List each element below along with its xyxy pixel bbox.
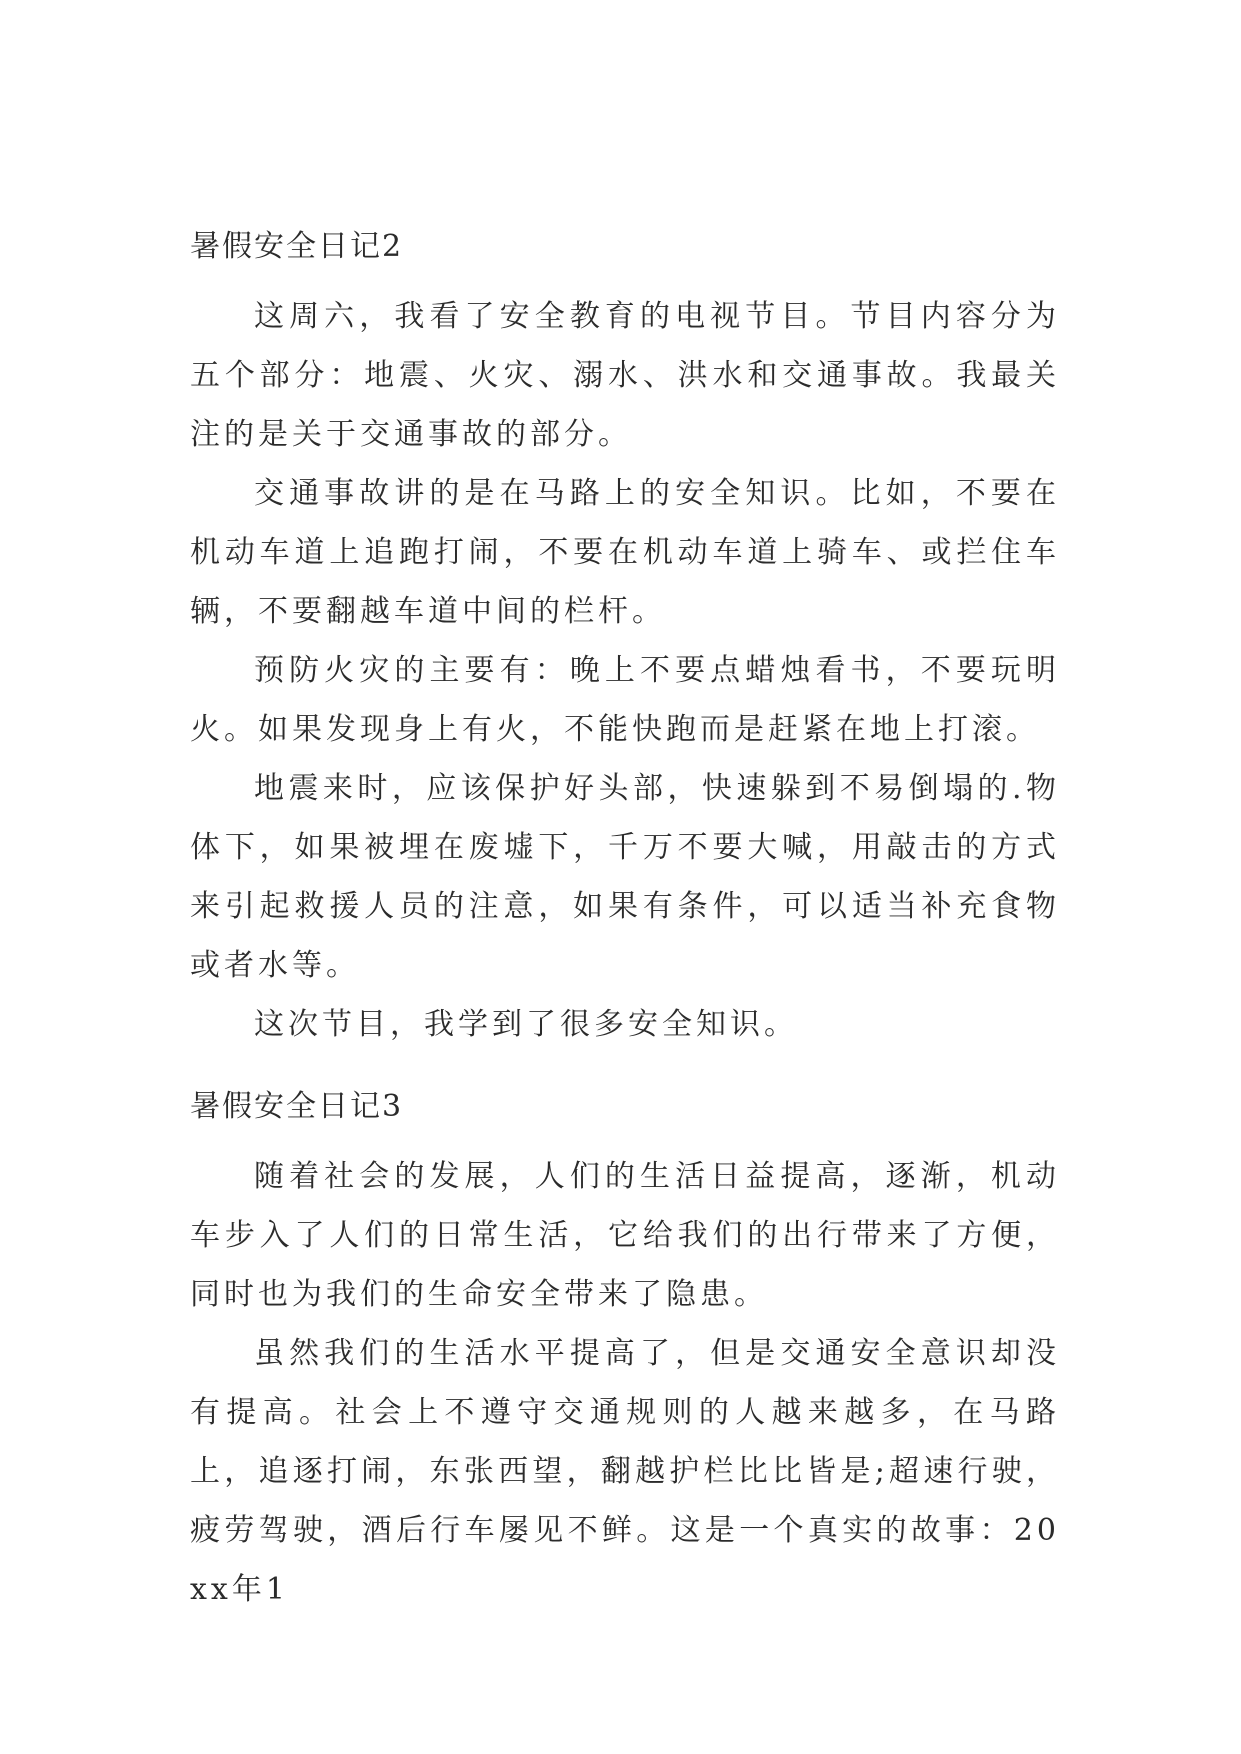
section-title: 暑假安全日记2 xyxy=(190,229,404,264)
diary-section-3 xyxy=(190,1085,1060,1619)
paragraph: 这周六，我看了安全教育的电视节目。节目内容分为五个部分：地震、火灾、溺水、洪水和交通事故。我最关注的是关于交通事故的部分。 xyxy=(190,299,1060,452)
section-body xyxy=(190,287,1060,1054)
diary-section-2 xyxy=(190,225,1060,1054)
section-body xyxy=(190,1147,1060,1619)
paragraph: 交通事故讲的是在马路上的安全知识。比如，不要在机动车道上追跑打闹，不要在机动车道上骑车、或拦住车辆，不要翻越车道中间的栏杆。 xyxy=(190,476,1060,629)
paragraph: 随着社会的发展，人们的生活日益提高，逐渐，机动车步入了人们的日常生活，它给我们的出行带来了方便，同时也为我们的生命安全带来了隐患。 xyxy=(190,1159,1060,1312)
paragraph: 虽然我们的生活水平提高了，但是交通安全意识却没有提高。社会上不遵守交通规则的人越来越多，在马路上，追逐打闹，东张西望，翻越护栏比比皆是;超速行驶，疲劳驾驶，酒后行车屡见不鲜。这是一个真实的故事：20xx年1 xyxy=(190,1336,1060,1607)
paragraph: 这次节目，我学到了很多安全知识。 xyxy=(254,1007,798,1042)
paragraph: 地震来时，应该保护好头部，快速躲到不易倒塌的.物体下，如果被埋在废墟下，千万不要大喊，用敲击的方式来引起救援人员的注意，如果有条件，可以适当补充食物或者水等。 xyxy=(190,771,1060,983)
paragraph: 预防火灾的主要有：晚上不要点蜡烛看书，不要玩明火。如果发现身上有火，不能快跑而是赶紧在地上打滚。 xyxy=(190,653,1060,747)
section-title: 暑假安全日记3 xyxy=(190,1089,404,1124)
